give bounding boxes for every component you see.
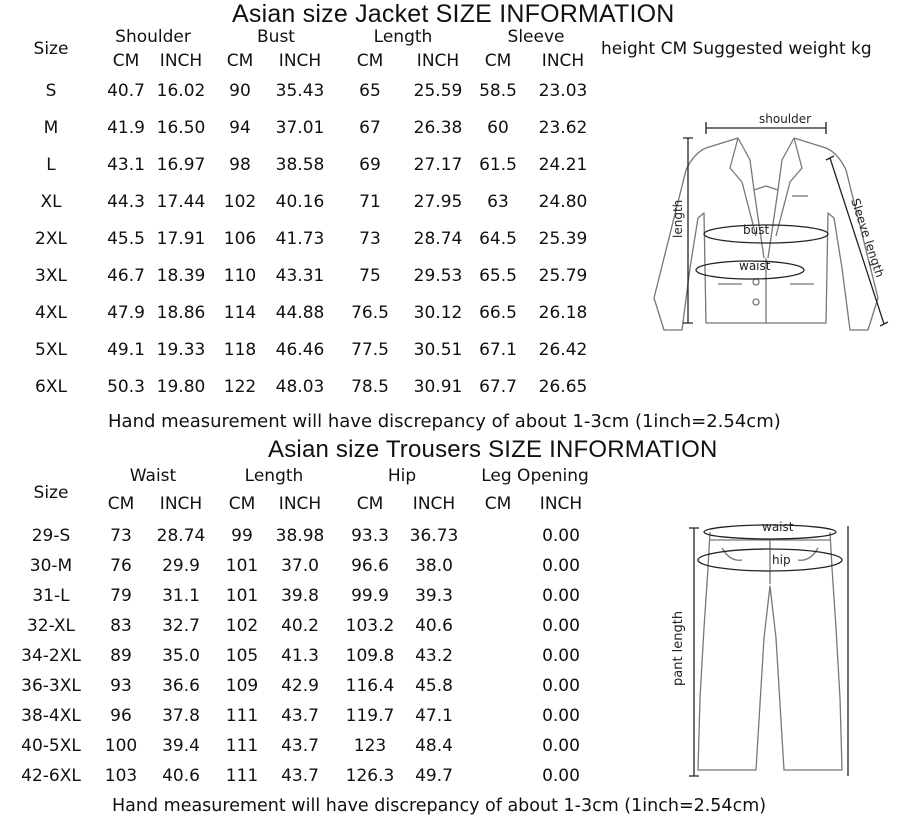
value-cell: 40.16 <box>275 192 325 212</box>
value-cell: 114 <box>223 303 257 323</box>
value-cell: 17.91 <box>156 229 206 249</box>
jacket-header-bust: Bust <box>257 27 295 47</box>
trousers-subheader: INCH <box>159 494 203 514</box>
size-cell: 31-L <box>32 586 70 606</box>
value-cell: 110 <box>223 266 257 286</box>
jacket-subheader: INCH <box>278 51 322 71</box>
value-cell: 61.5 <box>479 155 517 175</box>
diagram-label-length: length <box>671 199 685 238</box>
value-cell: 67.1 <box>479 340 517 360</box>
size-cell: S <box>45 81 57 101</box>
value-cell: 24.21 <box>538 155 588 175</box>
value-cell: 29.9 <box>162 556 200 576</box>
size-cell: 32-XL <box>26 616 76 636</box>
value-cell: 105 <box>225 646 259 666</box>
value-cell: 45.8 <box>415 676 453 696</box>
size-cell: 34-2XL <box>21 646 81 666</box>
size-cell: 5XL <box>35 340 67 360</box>
value-cell: 25.59 <box>413 81 463 101</box>
value-cell: 16.02 <box>156 81 206 101</box>
value-cell: 38.58 <box>275 155 325 175</box>
jacket-subheader: INCH <box>541 51 585 71</box>
value-cell: 0.00 <box>542 586 580 606</box>
jacket-subheader: CM <box>226 51 254 71</box>
jacket-subheader: INCH <box>416 51 460 71</box>
value-cell: 38.0 <box>415 556 453 576</box>
diagram-label-waist: waist <box>762 520 794 534</box>
size-cell: 4XL <box>35 303 67 323</box>
value-cell: 41.3 <box>281 646 319 666</box>
value-cell: 43.1 <box>107 155 145 175</box>
value-cell: 49.7 <box>415 766 453 786</box>
value-cell: 89 <box>110 646 132 666</box>
value-cell: 25.39 <box>538 229 588 249</box>
jacket-note: Hand measurement will have discrepancy of about 1-3cm (1inch=2.54cm) <box>108 411 781 432</box>
value-cell: 30.51 <box>413 340 463 360</box>
value-cell: 35.0 <box>162 646 200 666</box>
value-cell: 37.0 <box>281 556 319 576</box>
value-cell: 126.3 <box>345 766 395 786</box>
size-cell: 2XL <box>35 229 67 249</box>
value-cell: 0.00 <box>542 526 580 546</box>
value-cell: 43.7 <box>281 706 319 726</box>
value-cell: 29.53 <box>413 266 463 286</box>
diagram-label-shoulder: shoulder <box>759 112 812 126</box>
jacket-subheader: INCH <box>159 51 203 71</box>
pant-length-measure-line <box>689 528 699 776</box>
value-cell: 42.9 <box>281 676 319 696</box>
jacket-diagram <box>646 108 892 340</box>
value-cell: 93.3 <box>351 526 389 546</box>
trousers-subheader: INCH <box>412 494 456 514</box>
value-cell: 25.79 <box>538 266 588 286</box>
value-cell: 75 <box>359 266 381 286</box>
value-cell: 73 <box>110 526 132 546</box>
value-cell: 78.5 <box>351 377 389 397</box>
value-cell: 40.2 <box>281 616 319 636</box>
jacket-title: Asian size Jacket SIZE INFORMATION <box>232 0 675 28</box>
value-cell: 83 <box>110 616 132 636</box>
value-cell: 76 <box>110 556 132 576</box>
trousers-diagram <box>664 518 880 780</box>
value-cell: 28.74 <box>413 229 463 249</box>
value-cell: 43.31 <box>275 266 325 286</box>
value-cell: 65.5 <box>479 266 517 286</box>
value-cell: 44.88 <box>275 303 325 323</box>
size-cell: 38-4XL <box>21 706 81 726</box>
diagram-label-pant-length: pant length <box>671 610 686 686</box>
value-cell: 90 <box>229 81 251 101</box>
value-cell: 123 <box>353 736 387 756</box>
jacket-size-header: Size <box>33 39 69 59</box>
size-cell: 3XL <box>35 266 67 286</box>
value-cell: 100 <box>104 736 138 756</box>
value-cell: 101 <box>225 556 259 576</box>
size-cell: 30-M <box>29 556 73 576</box>
value-cell: 41.9 <box>107 118 145 138</box>
value-cell: 101 <box>225 586 259 606</box>
trousers-note: Hand measurement will have discrepancy of about 1-3cm (1inch=2.54cm) <box>112 796 767 816</box>
value-cell: 106 <box>223 229 257 249</box>
value-cell: 0.00 <box>542 736 580 756</box>
value-cell: 37.8 <box>162 706 200 726</box>
value-cell: 60 <box>487 118 509 138</box>
value-cell: 19.80 <box>156 377 206 397</box>
value-cell: 0.00 <box>542 646 580 666</box>
trousers-subheader: CM <box>107 494 135 514</box>
jacket-header-shoulder: Shoulder <box>115 27 191 47</box>
value-cell: 43.2 <box>415 646 453 666</box>
value-cell: 27.95 <box>413 192 463 212</box>
value-cell: 96.6 <box>351 556 389 576</box>
value-cell: 111 <box>225 766 259 786</box>
size-cell: 42-6XL <box>21 766 81 786</box>
size-cell: 40-5XL <box>21 736 81 756</box>
value-cell: 26.65 <box>538 377 588 397</box>
value-cell: 36.6 <box>162 676 200 696</box>
value-cell: 30.12 <box>413 303 463 323</box>
value-cell: 102 <box>225 616 259 636</box>
value-cell: 73 <box>359 229 381 249</box>
trousers-subheader: CM <box>228 494 256 514</box>
value-cell: 76.5 <box>351 303 389 323</box>
value-cell: 46.7 <box>107 266 145 286</box>
value-cell: 38.98 <box>275 526 325 546</box>
value-cell: 79 <box>110 586 132 606</box>
value-cell: 116.4 <box>345 676 395 696</box>
jacket-header-length: Length <box>373 27 433 47</box>
value-cell: 69 <box>359 155 381 175</box>
value-cell: 99 <box>231 526 253 546</box>
value-cell: 93 <box>110 676 132 696</box>
value-cell: 50.3 <box>107 377 145 397</box>
size-cell: 29-S <box>31 526 71 546</box>
value-cell: 103 <box>104 766 138 786</box>
value-cell: 99.9 <box>351 586 389 606</box>
size-cell: L <box>46 155 56 175</box>
value-cell: 48.4 <box>415 736 453 756</box>
value-cell: 17.44 <box>156 192 206 212</box>
value-cell: 77.5 <box>351 340 389 360</box>
value-cell: 39.4 <box>162 736 200 756</box>
value-cell: 0.00 <box>542 766 580 786</box>
value-cell: 63 <box>487 192 509 212</box>
value-cell: 71 <box>359 192 381 212</box>
value-cell: 28.74 <box>156 526 206 546</box>
value-cell: 67 <box>359 118 381 138</box>
value-cell: 48.03 <box>275 377 325 397</box>
value-cell: 47.1 <box>415 706 453 726</box>
trousers-subheader: INCH <box>278 494 322 514</box>
value-cell: 47.9 <box>107 303 145 323</box>
value-cell: 119.7 <box>345 706 395 726</box>
value-cell: 26.38 <box>413 118 463 138</box>
value-cell: 16.50 <box>156 118 206 138</box>
value-cell: 40.7 <box>107 81 145 101</box>
trousers-header-hip: Hip <box>387 466 417 486</box>
value-cell: 122 <box>223 377 257 397</box>
value-cell: 111 <box>225 736 259 756</box>
value-cell: 41.73 <box>275 229 325 249</box>
value-cell: 39.3 <box>415 586 453 606</box>
value-cell: 39.8 <box>281 586 319 606</box>
jacket-header-sleeve: Sleeve <box>507 27 565 47</box>
jacket-subheader: CM <box>112 51 140 71</box>
value-cell: 0.00 <box>542 556 580 576</box>
size-cell: 36-3XL <box>21 676 81 696</box>
trousers-subheader: INCH <box>539 494 583 514</box>
value-cell: 32.7 <box>162 616 200 636</box>
value-cell: 23.03 <box>538 81 588 101</box>
value-cell: 49.1 <box>107 340 145 360</box>
value-cell: 40.6 <box>162 766 200 786</box>
jacket-lapel-right <box>776 138 802 236</box>
trousers-header-waist: Waist <box>129 466 177 486</box>
trousers-subheader: CM <box>356 494 384 514</box>
jacket-header-height-weight: height CM Suggested weight kg <box>601 39 872 59</box>
value-cell: 66.5 <box>479 303 517 323</box>
value-cell: 67.7 <box>479 377 517 397</box>
value-cell: 43.7 <box>281 766 319 786</box>
value-cell: 19.33 <box>156 340 206 360</box>
diagram-label-waist: waist <box>739 259 771 273</box>
value-cell: 45.5 <box>107 229 145 249</box>
value-cell: 109 <box>225 676 259 696</box>
trousers-subheader: CM <box>484 494 512 514</box>
jacket-lapel-left <box>730 138 756 236</box>
value-cell: 27.17 <box>413 155 463 175</box>
trousers-header-length: Length <box>244 466 304 486</box>
value-cell: 16.97 <box>156 155 206 175</box>
value-cell: 111 <box>225 706 259 726</box>
diagram-label-sleeve: Sleeve length <box>848 196 887 280</box>
value-cell: 46.46 <box>275 340 325 360</box>
value-cell: 98 <box>229 155 251 175</box>
value-cell: 23.62 <box>538 118 588 138</box>
value-cell: 0.00 <box>542 706 580 726</box>
value-cell: 18.86 <box>156 303 206 323</box>
size-cell: 6XL <box>35 377 67 397</box>
jacket-subheader: CM <box>484 51 512 71</box>
value-cell: 94 <box>229 118 251 138</box>
value-cell: 37.01 <box>275 118 325 138</box>
value-cell: 65 <box>359 81 381 101</box>
value-cell: 30.91 <box>413 377 463 397</box>
trousers-size-header: Size <box>33 483 69 503</box>
value-cell: 40.6 <box>415 616 453 636</box>
trousers-header-leg-opening: Leg Opening <box>481 466 589 486</box>
value-cell: 24.80 <box>538 192 588 212</box>
value-cell: 44.3 <box>107 192 145 212</box>
size-cell: XL <box>40 192 62 212</box>
jacket-collar-right <box>768 138 794 258</box>
value-cell: 26.18 <box>538 303 588 323</box>
jacket-collar-left <box>738 138 764 258</box>
trousers-title: Asian size Trousers SIZE INFORMATION <box>268 436 718 463</box>
value-cell: 0.00 <box>542 616 580 636</box>
sleeve-measure-line <box>826 156 888 326</box>
value-cell: 35.43 <box>275 81 325 101</box>
value-cell: 64.5 <box>479 229 517 249</box>
diagram-label-bust: bust <box>743 223 770 237</box>
value-cell: 102 <box>223 192 257 212</box>
value-cell: 118 <box>223 340 257 360</box>
size-cell: M <box>43 118 59 138</box>
value-cell: 26.42 <box>538 340 588 360</box>
value-cell: 0.00 <box>542 676 580 696</box>
value-cell: 18.39 <box>156 266 206 286</box>
value-cell: 43.7 <box>281 736 319 756</box>
value-cell: 109.8 <box>345 646 395 666</box>
value-cell: 96 <box>110 706 132 726</box>
jacket-subheader: CM <box>356 51 384 71</box>
value-cell: 103.2 <box>345 616 395 636</box>
value-cell: 36.73 <box>409 526 459 546</box>
value-cell: 58.5 <box>479 81 517 101</box>
value-cell: 31.1 <box>162 586 200 606</box>
diagram-label-hip: hip <box>772 553 791 567</box>
